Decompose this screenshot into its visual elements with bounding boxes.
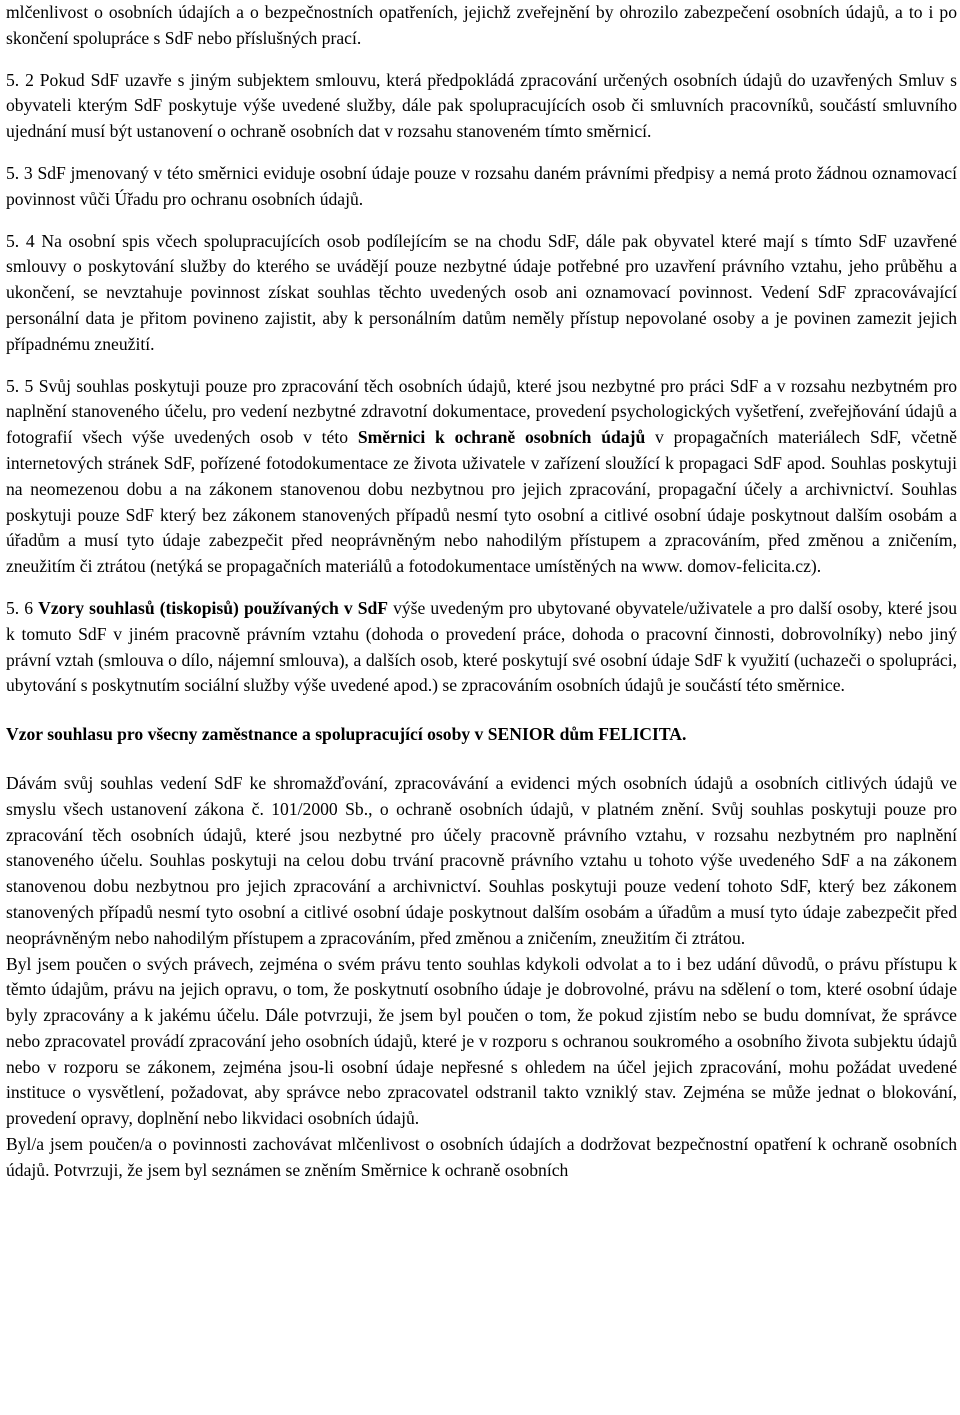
paragraph-5-6-bold: Vzory souhlasů (tiskopisů) používaných v SdF xyxy=(38,597,389,618)
paragraph-5-5-text-b: v propagačních materiálech SdF, včetně internetových stránek SdF, pořízené fotodokumentace ze života uživatele v zařízení sloužící k propagaci SdF apod. Souhlas poskytuji na neomezenou dobu a na zákonem stanovenou dobu nezbytnou pro jejich zpracování, propagační účely a archivnictví. Souhlas poskytuji pouze SdF který bez zákonem stanovených případů nesmí tyto osobní a citlivé osobní údaje poskytnout dalším osobám a úřadům a musí tyto údaje zabezpečit před neoprávněným nebo nahodilým přístupem a zpracováním, před změnou a zničením, zneužitím či ztrátou (netýká se propagačních materiálů a fotodokumentace umístěných na www. domov-felicita.cz). xyxy=(6,427,957,577)
consent-paragraph-2: Byl jsem poučen o svých právech, zejména o svém právu tento souhlas kdykoli odvolat a to i bez udání důvodů, o právu přístupu k těmto údajům, právu na jejich opravu, o tom, že poskytnutí osobního údaje je dobrovolné, právu na sdělení o tom, které osobní údaje byly zpracovány a k jakému účelu. Dále potvrzuji, že jsem byl poučen o tom, že pokud zjistím nebo se budu domnívat, že správce nebo zpracovatel provádí zpracování jeho osobních údajů, které je v rozporu s ochranou soukromého a osobního života subjektu údajů nebo v rozporu se zákonem, zejména jsou-li osobní údaje nepřesné s ohledem na účel jejich zpracování, mohu požádat uvedené instituce o vysvětlení, požadovat, aby správce nebo zpracovatel odstranil takto vzniklý stav. Zejména se může jednat o blokování, provedení opravy, doplnění nebo likvidaci osobních údajů. xyxy=(6,953,957,1129)
paragraph-5-4: 5. 4 Na osobní spis včech spolupracujících osob podílejícím se na chodu SdF, dále pak obyvatel které mají s tímto SdF uzavřené smlouvy o poskytování služby do kterého se uvádějí pouze nezbytné údaje potřebné pro uzavření právního vztahu, jeho průběhu a ukončení, se nevztahuje povinnost získat souhlas těchto uvedených osob ani oznamovací povinnost. Vedení SdF zpracovávající personální data je přitom povineno zajistit, aby k personálním datům neměly přístup nepovolané osoby a je povinen zamezit jejich případnému zneužití. xyxy=(6,230,957,354)
consent-paragraph-1: Dávám svůj souhlas vedení SdF ke shromažďování, zpracovávání a evidenci mých osobních údajů a osobních citlivých údajů ve smyslu všech ustanovení zákona č. 101/2000 Sb., o ochraně osobních údajů, v platném znění. Svůj souhlas poskytuji pouze pro zpracování těch osobních údajů, které jsou nezbytné pro účely pracovně právního vztahu, v rozsahu nezbytném pro naplnění stanoveného účelu. Souhlas poskytuji na celou dobu trvání pracovně právního vztahu u tohoto výše uvedeného SdF a na zákonem stanovenou dobu nezbytnou pro jejich zpracování a archivnictví. Souhlas poskytuji pouze vedení tohoto SdF, který bez zákonem stanovených případů nesmí tyto osobní a citlivé osobní údaje poskytnout dalším osobám a úřadům a musí tyto údaje zabezpečit před neoprávněným nebo nahodilým přístupem a zpracováním, před změnou a zničením, zneužitím či ztrátou. xyxy=(6,772,957,948)
paragraph-5-6-number: 5. 6 xyxy=(6,597,34,618)
paragraph-5-6-text: výše uvedeným pro ubytované obyvatele/uživatele a pro další osoby, které jsou k tomuto SdF v jiném pracovně právním vztahu (dohoda o provedení práce, dohoda o pracovní činnosti, dobrovolníky) nebo jiný právní vztah (smlouva o dílo, nájemní smlouva), a dalších osob, které poskytují své osobní údaje SdF k využití (uchazeči o spolupráci, ubytování s poskytnutím sociální služby výše uvedené apod.) se zpracováním osobních údajů je součástí této směrnice. xyxy=(6,597,957,696)
section-heading xyxy=(6,722,957,748)
paragraph-5-3: 5. 3 SdF jmenovaný v této směrnici eviduje osobní údaje pouze v rozsahu daném právními předpisy a nemá proto žádnou oznamovací povinnost vůči Úřadu pro ochranu osobních údajů. xyxy=(6,162,957,209)
section-heading-text: Vzor souhlasu pro všecny zaměstnance a spolupracující osoby v SENIOR dům FELICITA. xyxy=(6,724,687,745)
paragraph-5-5 xyxy=(6,374,957,580)
paragraph-5-5-bold: Směrnici k ochraně osobních údajů xyxy=(357,427,646,448)
paragraph-intro: mlčenlivost o osobních údajích a o bezpečnostních opatřeních, jejichž zveřejnění by ohrozilo zabezpečení osobních údajů, a to i po skončení spolupráce s SdF nebo příslušných prací. xyxy=(6,2,957,48)
paragraph-5-6 xyxy=(6,596,957,699)
paragraph-5-2: 5. 2 Pokud SdF uzavře s jiným subjektem smlouvu, která předpokládá zpracování určených osobních údajů do uzavřených Smluv s obyvateli kterým SdF poskytuje výše uvedené služby, dále pak spolupracujících osob či smluvních pracovníků, součástí smluvního ujednání musí být ustanovení o ochraně osobních dat v rozsahu stanoveném tímto směrnicí. xyxy=(6,69,957,142)
paragraph-5-5-text-a: 5. 5 Svůj souhlas poskytuji pouze pro zpracování těch osobních údajů, které jsou nezbytné pro práci SdF a v rozsahu nezbytném pro naplnění stanoveného účelu, pro vedení nezbytné zdravotní dokumentace, provedení psychologických vyšetření, zveřejňování údajů a fotografií všech výše uvedených osob v této xyxy=(6,375,957,448)
consent-paragraph-3: Byl/a jsem poučen/a o povinnosti zachovávat mlčenlivost o osobních údajích a dodržovat bezpečnostní opatření k ochraně osobních údajů. Potvrzuji, že jsem byl seznámen se zněním Směrnice k ochraně osobních xyxy=(6,1134,957,1180)
